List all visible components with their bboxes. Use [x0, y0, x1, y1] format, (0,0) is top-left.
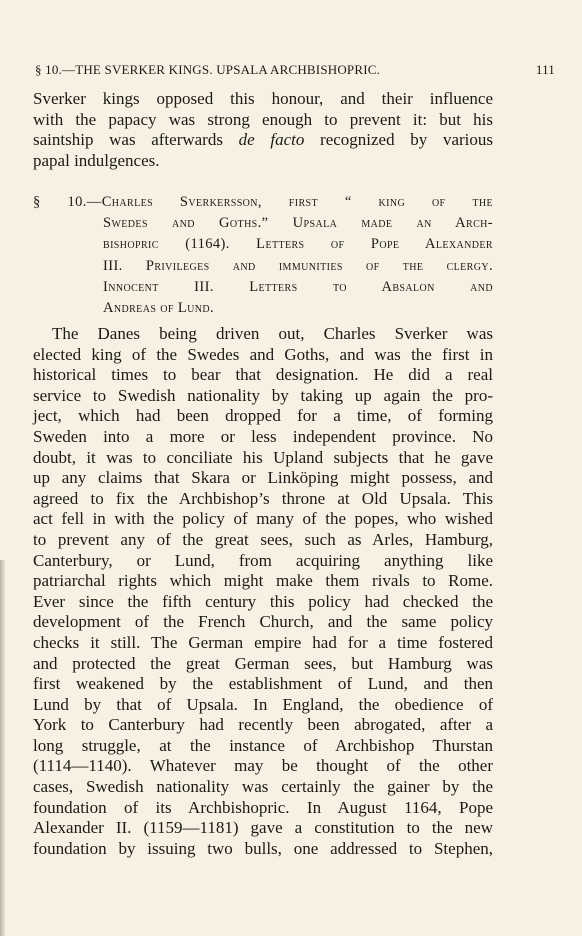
- text-line: development of the French Church, and the same policy: [33, 612, 493, 632]
- text-line: papal indulgences.: [33, 150, 160, 170]
- running-head: [35, 62, 555, 78]
- text-line: The Danes being driven out, Charles Sverker was: [52, 324, 493, 343]
- text-line: Lund by that of Upsala. In England, the obedience of: [33, 694, 493, 714]
- text-line: (1114—1140). Whatever may be thought of the other: [33, 756, 493, 776]
- page-gutter-shadow: [0, 560, 6, 936]
- text-line: ject, which had been dropped for a time, of forming: [33, 406, 493, 426]
- heading-line: Swedes and Goths.” Upsala made an Arch-: [103, 215, 493, 232]
- heading-line: bishopric (1164). Letters of Pope Alexander: [103, 236, 493, 253]
- heading-line: Andreas of Lund.: [103, 300, 215, 317]
- text-line: Canterbury, or Lund, from acquiring anything like: [33, 550, 493, 570]
- text-line: Ever since the fifth century this policy had checked the: [33, 591, 493, 611]
- heading-line: III. Privileges and immunities of the clergy.: [103, 257, 493, 274]
- text-line: with the papacy was strong enough to prevent it: but his: [33, 109, 493, 129]
- text-line: and protected the great German sees, but Hamburg was: [33, 653, 493, 673]
- text-line: York to Canterbury had recently been abrogated, after a: [33, 715, 493, 735]
- text-line: checks it still. The German empire had for a time fostered: [33, 632, 493, 652]
- intro-paragraph: [33, 89, 493, 171]
- text-line: Sverker kings opposed this honour, and their influence: [33, 89, 493, 108]
- text-line: doubt, it was to conciliate his Upland subjects that he gave: [33, 447, 493, 467]
- section-heading: [33, 192, 493, 319]
- text-line: Alexander II. (1159—1181) gave a constitution to the new: [33, 818, 493, 838]
- text-line: agreed to fix the Archbishop’s throne at Old Upsala. This: [33, 488, 493, 508]
- text-line: long struggle, at the instance of Archbishop Thurstan: [33, 735, 493, 755]
- text-line: to prevent any of the great sees, such as Arles, Hamburg,: [33, 529, 493, 549]
- text-line: historical times to bear that designation. He did a real: [33, 365, 493, 385]
- text-line: foundation of its Archbishopric. In August 1164, Pope: [33, 797, 493, 817]
- text-line: saintship was afterwards de facto recognized by various: [33, 130, 493, 150]
- body-paragraph: [33, 324, 493, 859]
- text-line: Sweden into a more or less independent province. No: [33, 426, 493, 446]
- text-line: patriarchal rights which might make them rivals to Rome.: [33, 571, 493, 591]
- text-line: elected king of the Swedes and Goths, and was the first in: [33, 344, 493, 364]
- page-number: 111: [535, 62, 555, 77]
- text-line: up any claims that Skara or Linköping might possess, and: [33, 468, 493, 488]
- text-line: foundation by issuing two bulls, one addressed to Stephen,: [33, 838, 493, 858]
- running-head-title: § 10.—THE SVERKER KINGS. UPSALA ARCHBISHOPRIC.: [35, 62, 381, 77]
- text-line: service to Swedish nationality by taking up again the pro-: [33, 385, 493, 405]
- heading-line: Innocent III. Letters to Absalon and: [103, 278, 493, 295]
- heading-line: § 10.—Charles Sverkersson, first “ king of the: [33, 194, 493, 210]
- text-line: act fell in with the policy of many of the popes, who wished: [33, 509, 493, 529]
- text-line: cases, Swedish nationality was certainly the gainer by the: [33, 777, 493, 797]
- text-line: first weakened by the establishment of Lund, and then: [33, 674, 493, 694]
